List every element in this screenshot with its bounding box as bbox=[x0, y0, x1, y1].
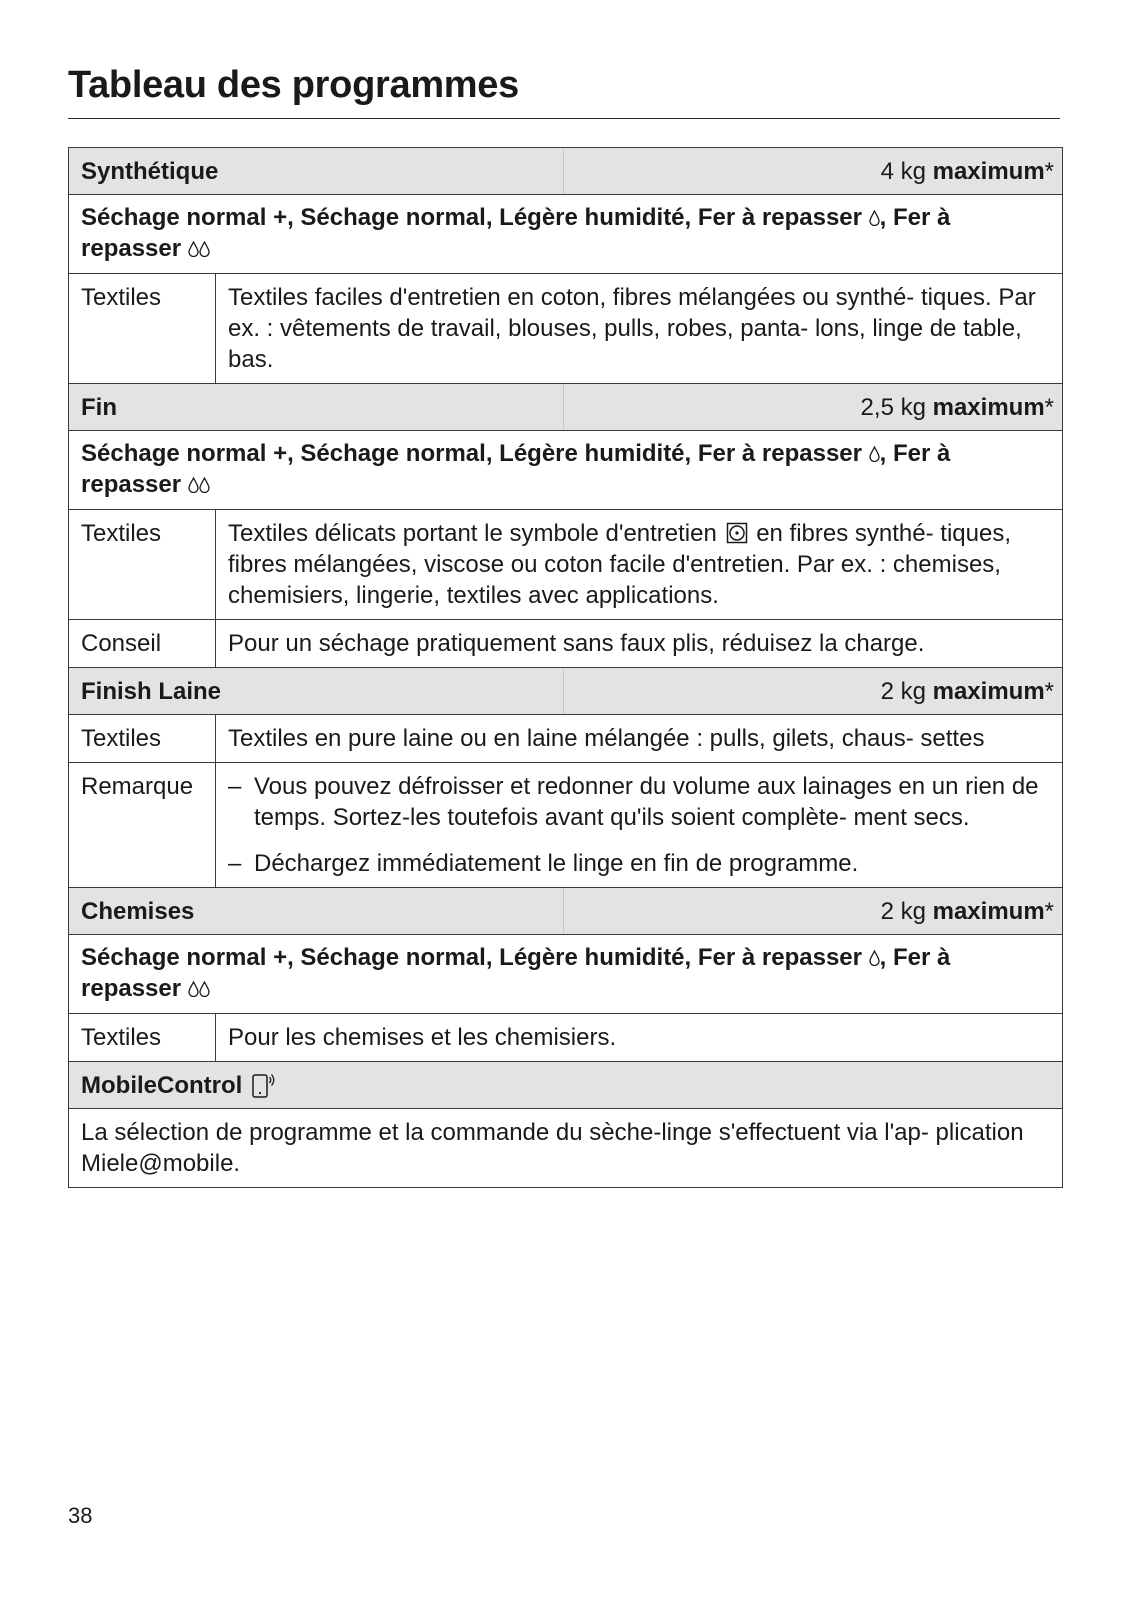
title-divider bbox=[68, 118, 1060, 119]
row-label: Textiles bbox=[69, 1014, 216, 1061]
programme-name: MobileControl bbox=[69, 1062, 1062, 1109]
row-label: Remarque bbox=[69, 763, 216, 887]
row-value: Textiles faciles d'entretien en coton, fibres mélangées ou synthé- tiques. Par ex. : vêtements de travail, blouses, pulls, robes, panta- lons, linge de table, bas. bbox=[228, 284, 1036, 373]
programme-name: Finish Laine bbox=[69, 668, 564, 714]
drop-icon bbox=[199, 981, 210, 997]
row-value: Textiles en pure laine ou en laine mélangée : pulls, gilets, chaus- settes bbox=[228, 725, 985, 752]
programme-row-textiles bbox=[69, 715, 1062, 763]
programme-name: Synthétique bbox=[69, 148, 564, 194]
programme-load: 2 kg maximum* bbox=[880, 898, 1054, 925]
drop-icon bbox=[188, 477, 199, 493]
programme-load: 2 kg maximum* bbox=[880, 678, 1054, 705]
programme-header-synthetique bbox=[69, 148, 1062, 195]
mobilecontrol-description: La sélection de programme et la commande du sèche-linge s'effectuent via l'ap- plication Miele@mobile. bbox=[81, 1119, 1024, 1177]
list-item: – Déchargez immédiatement le linge en fin de programme. bbox=[228, 850, 859, 877]
row-label: Conseil bbox=[69, 620, 216, 667]
page-title: Tableau des programmes bbox=[68, 64, 519, 106]
row-label: Textiles bbox=[69, 715, 216, 762]
programme-row-textiles bbox=[69, 1014, 1062, 1062]
remarque-list bbox=[228, 771, 1050, 879]
row-value: Pour un séchage pratiquement sans faux plis, réduisez la charge. bbox=[228, 630, 925, 657]
programme-header-fin bbox=[69, 384, 1062, 431]
programme-row-remarque bbox=[69, 763, 1062, 888]
programme-options-chemises: Séchage normal +, Séchage normal, Légère humidité, Fer à repasser , Fer à repasser bbox=[69, 935, 1062, 1014]
tumble-dry-care-icon bbox=[726, 522, 748, 544]
drop-icon bbox=[869, 446, 880, 462]
drop-icon bbox=[188, 981, 199, 997]
programme-table bbox=[68, 147, 1063, 1188]
programme-load: 2,5 kg maximum* bbox=[860, 394, 1054, 421]
list-item: – Vous pouvez défroisser et redonner du volume aux lainages en un rien de temps. Sortez-les toutefois avant qu'ils soient complète- ment secs. bbox=[228, 773, 1039, 831]
programme-header-chemises bbox=[69, 888, 1062, 935]
drop-icon bbox=[869, 210, 880, 226]
drop-icon bbox=[199, 241, 210, 257]
row-value bbox=[216, 763, 1062, 887]
programme-header-finish-laine bbox=[69, 668, 1062, 715]
drop-icon bbox=[869, 950, 880, 966]
row-value: Textiles délicats portant le symbole d'entretien en fibres synthé- tiques, fibres mélangées, viscose ou coton facile d'entretien. Par ex. : chemises, chemisiers, lingerie, textiles avec applications. bbox=[228, 520, 1011, 609]
page-number: 38 bbox=[68, 1503, 93, 1528]
programme-options-synthetique: Séchage normal +, Séchage normal, Légère humidité, Fer à repasser , Fer à repasser bbox=[69, 195, 1062, 274]
row-value: Pour les chemises et les chemisiers. bbox=[228, 1024, 617, 1051]
programme-options-fin: Séchage normal +, Séchage normal, Légère humidité, Fer à repasser , Fer à repasser bbox=[69, 431, 1062, 510]
programme-row-textiles bbox=[69, 274, 1062, 384]
programme-header-mobilecontrol bbox=[69, 1062, 1062, 1109]
programme-load: 4 kg maximum* bbox=[880, 158, 1054, 185]
drop-icon bbox=[188, 241, 199, 257]
row-label: Textiles bbox=[69, 510, 216, 619]
programme-name: Chemises bbox=[69, 888, 564, 934]
smartphone-icon bbox=[251, 1071, 277, 1099]
row-label: Textiles bbox=[69, 274, 216, 383]
programme-name: Fin bbox=[69, 384, 564, 430]
programme-row-conseil bbox=[69, 620, 1062, 668]
programme-row-textiles bbox=[69, 510, 1062, 620]
drop-icon bbox=[199, 477, 210, 493]
